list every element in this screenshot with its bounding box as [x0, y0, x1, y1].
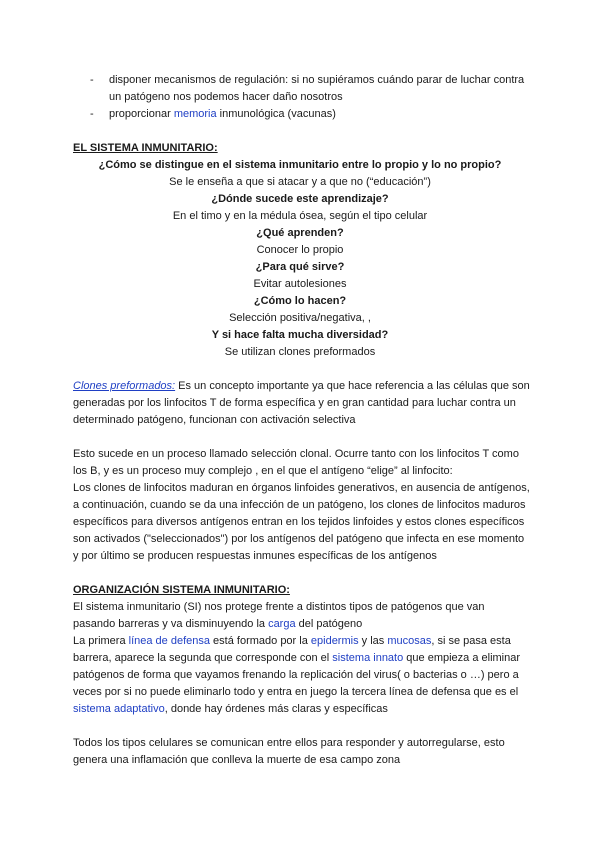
- bullet-1-line-1: disponer mecanismos de regulación: si no supiéramos cuándo parar de luchar contra: [109, 74, 525, 86]
- carga-link[interactable]: carga: [268, 618, 296, 630]
- organizacion-line-6: veces por si no puede eliminarlo todo y entra en juego la tercera línea de defensa que es el: [73, 686, 519, 698]
- seleccion-line: a continuación, cuando se da una infección de un patógeno, los clones de linfocitos maduros: [73, 499, 526, 511]
- final-line-2: genera una inflamación que conlleva la muerte de esa campo zona: [73, 754, 401, 766]
- memoria-link[interactable]: memoria: [173, 108, 217, 120]
- organizacion-line-4: barrera, aparece la segunda que corresponde con el sistema innato que empieza a eliminar: [73, 652, 521, 664]
- linea-de-defensa-link[interactable]: línea de defensa: [128, 635, 210, 647]
- qa-answer: Se utilizan clones preformados: [224, 346, 376, 358]
- qa-answer: Evitar autolesiones: [253, 278, 347, 290]
- organizacion-line-1: El sistema inmunitario (SI) nos protege frente a distintos tipos de patógenos que van: [73, 601, 485, 613]
- seleccion-line: Esto sucede en un proceso llamado selección clonal. Ocurre tanto con los linfocitos T como: [73, 448, 519, 460]
- seleccion-line: específicos para diversos antígenos entran en los tejidos linfoides y estos clones específicos: [73, 516, 525, 528]
- qa-answer: En el timo y en la médula ósea, según el tipo celular: [172, 210, 428, 222]
- section-heading-sistema: EL SISTEMA INMUNITARIO:: [73, 142, 218, 154]
- organizacion-line-7: sistema adaptativo, donde hay órdenes más claras y específicas: [73, 703, 388, 715]
- bullet-1-line-2: un patógeno nos podemos hacer daño nosotros: [109, 91, 343, 103]
- qa-question: ¿Para qué sirve?: [255, 261, 345, 273]
- section-heading-organizacion: ORGANIZACIÓN SISTEMA INMUNITARIO:: [73, 584, 290, 596]
- clones-preformados-link[interactable]: Clones preformados:: [73, 380, 176, 392]
- bullet-2: proporcionar memoria inmunológica (vacunas): [109, 108, 336, 120]
- qa-answer: Conocer lo propio: [256, 244, 344, 256]
- qa-question: ¿Qué aprenden?: [256, 227, 344, 239]
- clones-paragraph-line-1: Clones preformados: Es un concepto importante ya que hace referencia a las células que son: [73, 380, 530, 392]
- qa-question: ¿Cómo lo hacen?: [253, 295, 347, 307]
- clones-paragraph-line-3: determinado patógeno, funcionan con activación selectiva: [73, 414, 356, 426]
- seleccion-line: son activados ("seleccionados") por los antígenos del patógeno que infecta en ese momento: [73, 533, 525, 545]
- sistema-innato-link[interactable]: sistema innato: [332, 652, 404, 664]
- final-line-1: Todos los tipos celulares se comunican entre ellos para responder y autorregularse, esto: [73, 737, 505, 749]
- bullet-dash: -: [90, 108, 94, 120]
- seleccion-line: y por último se producen respuestas inmunes específicas de los antígenos: [73, 550, 437, 562]
- qa-answer: Se le enseña a que si atacar y a que no (“educación”): [169, 176, 431, 188]
- organizacion-line-3: La primera línea de defensa está formado por la epidermis y las mucosas, si se pasa esta: [73, 635, 511, 647]
- seleccion-line: los B, y es un proceso muy complejo , en el que el antígeno “elige” al linfocito:: [73, 465, 453, 477]
- organizacion-line-2: pasando barreras y va disminuyendo la carga del patógeno: [73, 618, 363, 630]
- qa-question: ¿Dónde sucede este aprendizaje?: [211, 193, 389, 205]
- mucosas-link[interactable]: mucosas: [387, 635, 432, 647]
- sistema-adaptativo-link[interactable]: sistema adaptativo: [73, 703, 165, 715]
- qa-question: Y si hace falta mucha diversidad?: [211, 329, 389, 341]
- seleccion-line: Los clones de linfocitos maduran en órganos linfoides generativos, en ausencia de antígenos,: [73, 482, 530, 494]
- bullet-dash: -: [90, 74, 94, 86]
- clones-paragraph-line-2: generadas por los linfocitos T de forma específica y en gran cantidad para luchar contra un: [73, 397, 516, 409]
- qa-answer: Selección positiva/negativa, ,: [229, 312, 371, 324]
- epidermis-link[interactable]: epidermis: [310, 635, 359, 647]
- organizacion-line-5: patógenos de forma que vayamos frenando la replicación del virus( o bacterias o …) pero a: [73, 669, 519, 681]
- qa-question: ¿Cómo se distingue en el sistema inmunitario entre lo propio y lo no propio?: [98, 159, 502, 171]
